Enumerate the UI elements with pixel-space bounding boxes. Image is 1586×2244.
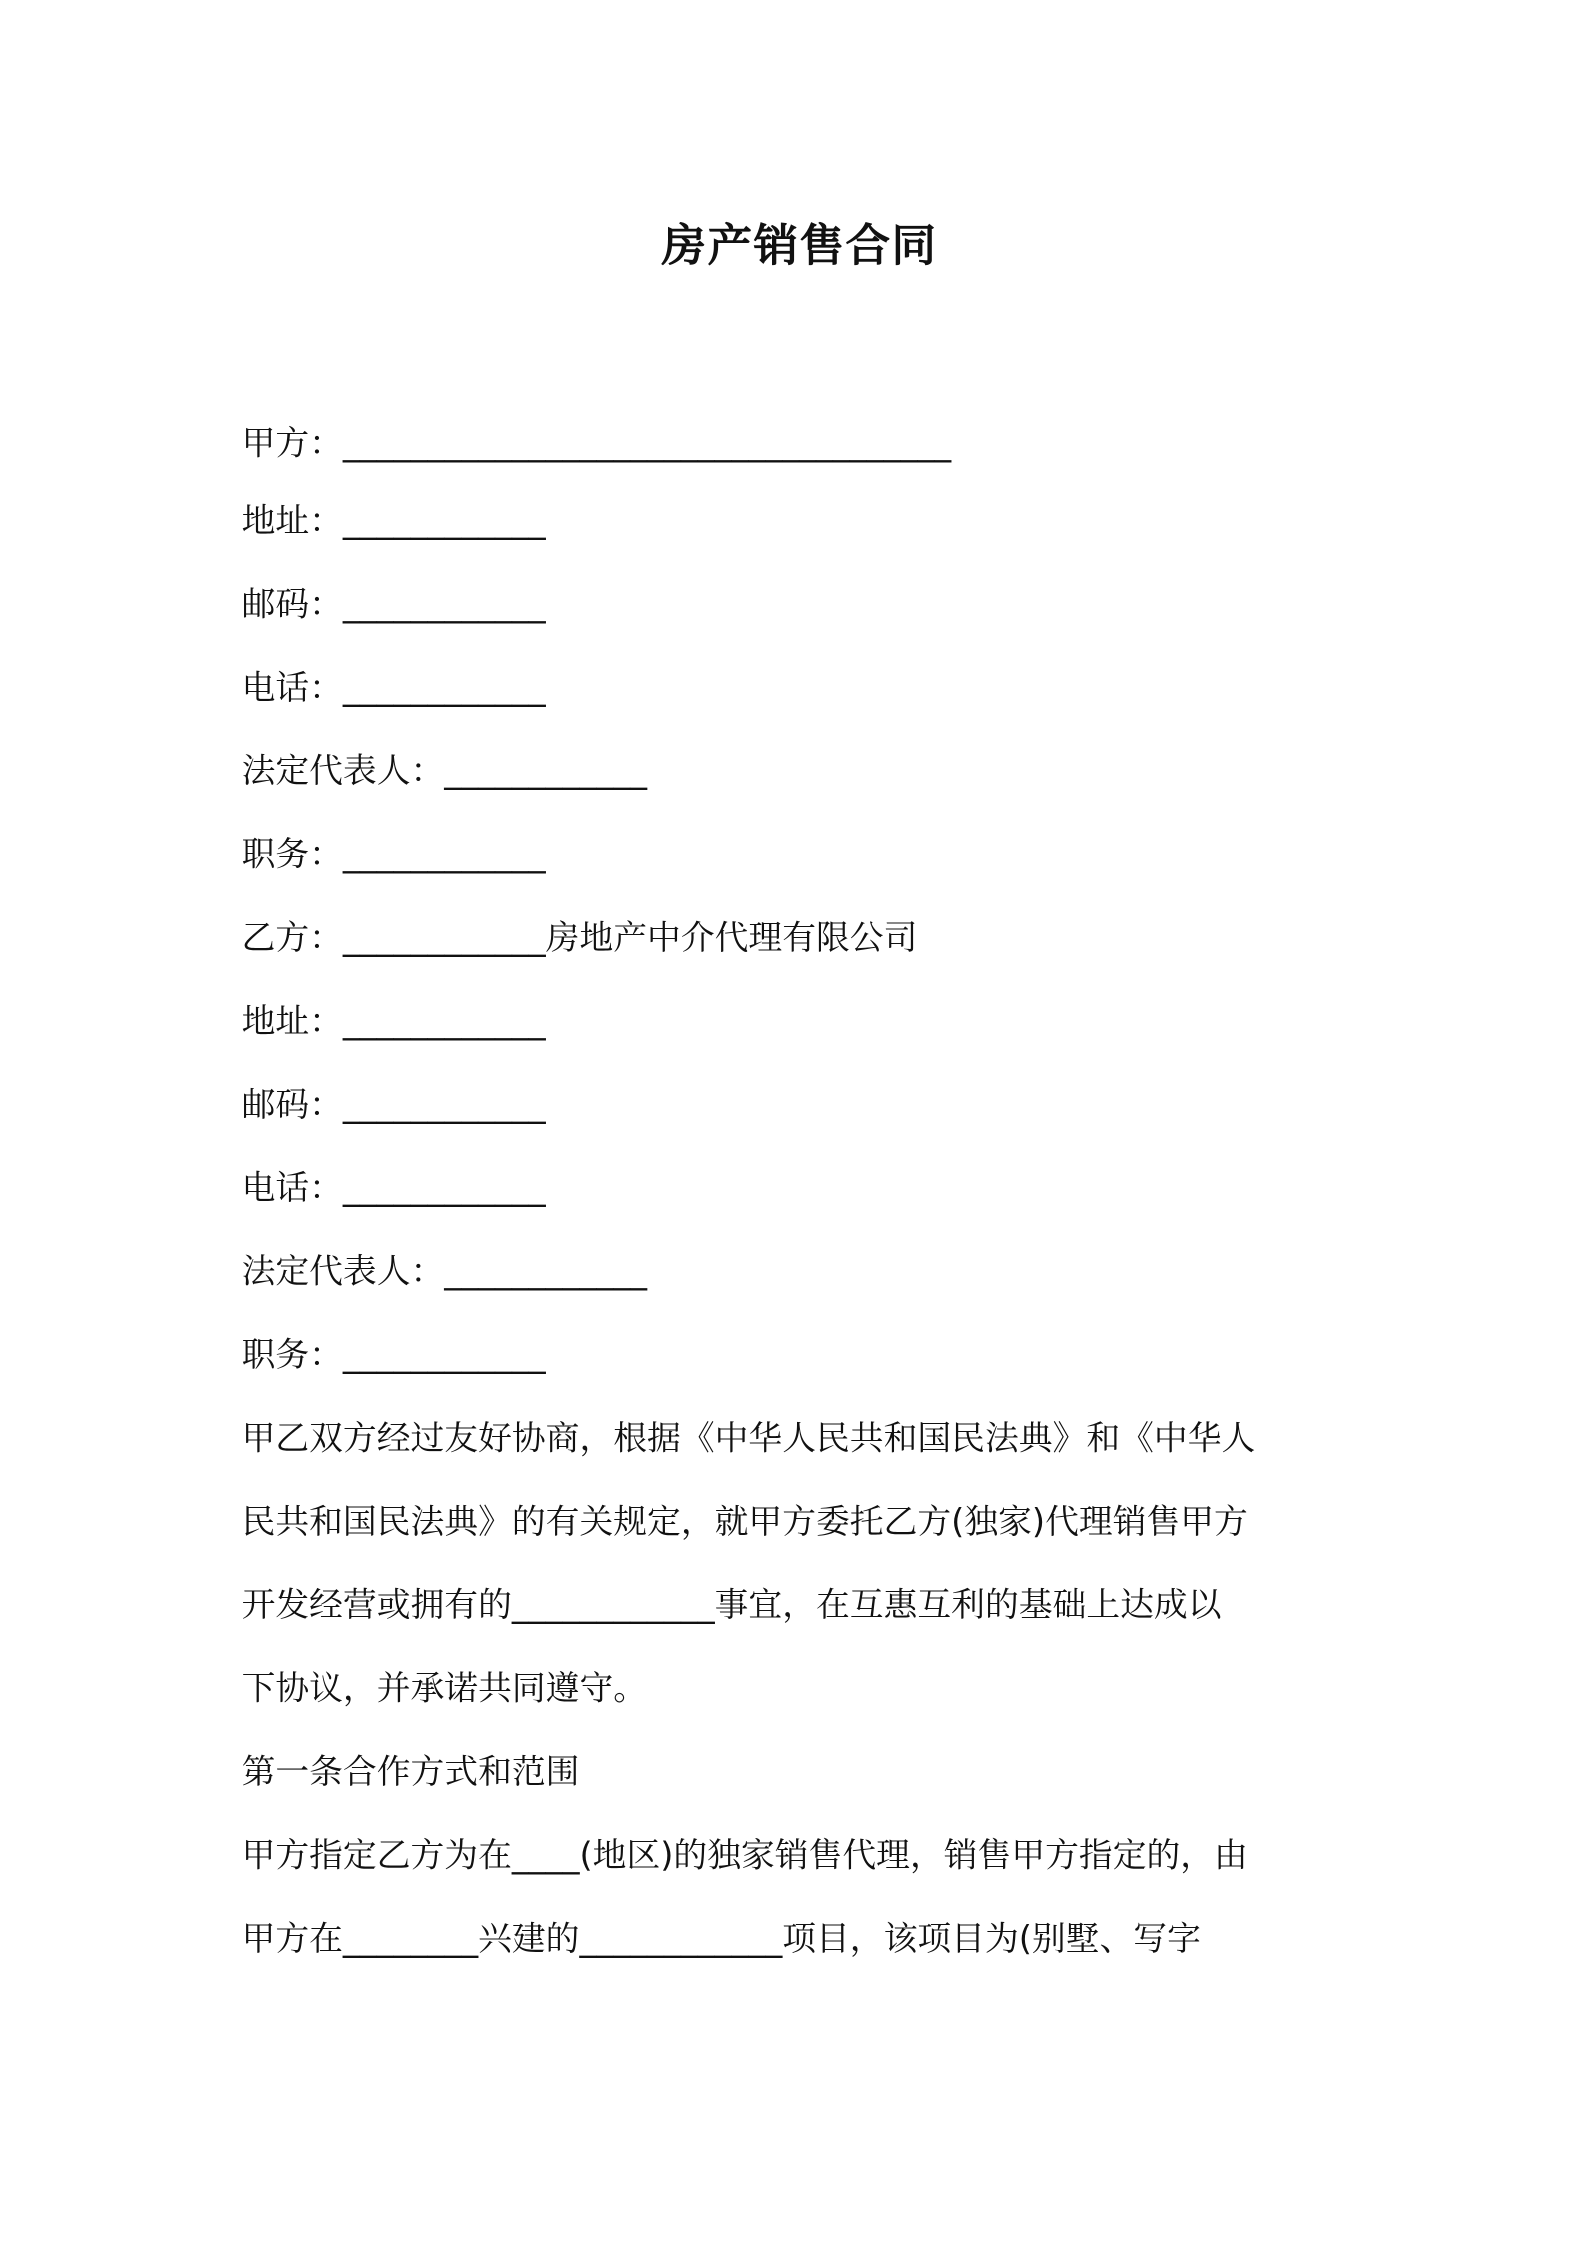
preamble-line: 开发经营或拥有的____________事宜，在互惠互利的基础上达成以 <box>241 1584 1222 1625</box>
preamble-line: 下协议，并承诺共同遵守。 <box>241 1667 648 1709</box>
party-b-name-line: 乙方：____________房地产中介代理有限公司 <box>241 917 918 958</box>
party-a-position-line: 职务：____________ <box>241 833 546 875</box>
party-a-postcode-line: 邮码：____________ <box>241 583 546 625</box>
party-a-phone-line: 电话：____________ <box>241 667 546 708</box>
preamble-line: 民共和国民法典》的有关规定，就甲方委托乙方(独家)代理销售甲方 <box>241 1501 1248 1542</box>
article-1-line: 甲方指定乙方为在____(地区)的独家销售代理，销售甲方指定的，由 <box>241 1834 1248 1876</box>
party-a-name-line: 甲方：____________________________________ <box>241 422 952 464</box>
article-1-heading: 第一条合作方式和范围 <box>241 1751 580 1792</box>
party-b-address-line: 地址：____________ <box>241 1000 546 1042</box>
article-1-line: 甲方在________兴建的____________项目，该项目为(别墅、写字 <box>241 1918 1201 1959</box>
party-b-phone-line: 电话：____________ <box>241 1167 546 1208</box>
party-b-postcode-line: 邮码：____________ <box>241 1084 546 1125</box>
party-a-address-line: 地址：____________ <box>241 500 546 541</box>
party-a-legal-rep-line: 法定代表人：____________ <box>241 750 648 791</box>
party-b-position-line: 职务：____________ <box>241 1334 546 1375</box>
preamble-line: 甲乙双方经过友好协商，根据《中华人民共和国民法典》和《中华人 <box>241 1417 1256 1459</box>
document-title: 房产销售合同 <box>661 219 938 272</box>
party-b-legal-rep-line: 法定代表人：____________ <box>241 1250 648 1292</box>
